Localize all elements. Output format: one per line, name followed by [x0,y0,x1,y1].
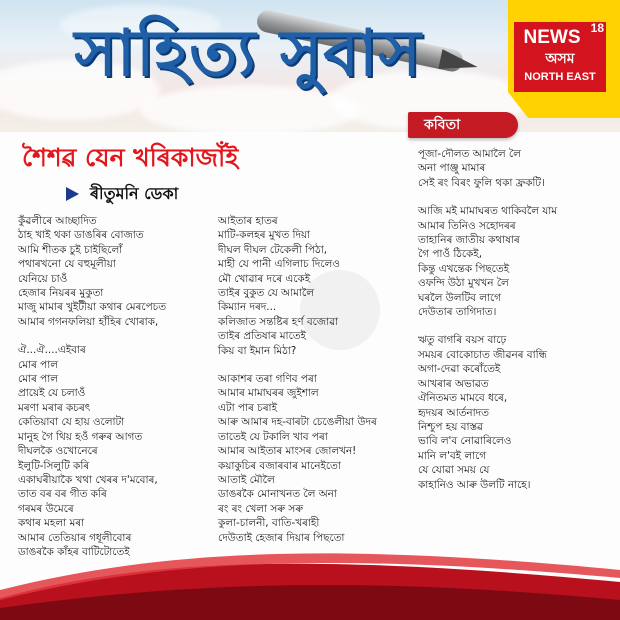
poem-line: অনা পাঞ্জু মামাৰ [418,162,486,175]
poem-line: আজি মই মামাঘৰত থাকিবলৈ যাম [418,205,558,218]
poem-line: দেউতাৰ তাগিদাত। [418,306,497,319]
decorative-swoosh [0,520,620,620]
stanza [218,372,408,545]
logo-number: 18 [590,21,604,35]
poem-line: তাইৰ প্ৰতিষাৰ মাতেই [218,330,306,343]
section-title: সাহিত্য সুবাস [74,17,422,91]
poem-line: ডাঙৰকৈ কাঁহৰ বাটিটোতেই [18,545,130,558]
stanza [18,214,208,329]
poem-line: মাহী যে পানী এগিলাচ দিলেও [218,258,340,271]
poem-line: একাঘৰীয়াকৈ খথা খেৰৰ দ'মবোৰ, [18,473,158,486]
poem-line: অগা-দেৱা কৰোঁতেই [418,363,501,376]
poem-line: তাতেই যে টকালি খাব পৰা [218,430,328,443]
logo-region: অসম [545,51,575,67]
poem-line: তাইৰ বুকুত যে আমালৈ [218,287,315,300]
poem-line: ঠাহ খাই থকা ডাঙৰিৰ বোজাত [18,229,144,242]
poem-line: যে যোৱা সময় যে [418,464,490,477]
poem-line: কিন্তু এখন্তেক পিছতেই [418,262,510,275]
poem-title: শৈশৱ যেন খৰিকাজাঁই [22,143,239,172]
poem-line: সেই ৰং বিৰং ফুলি থকা ফ্ৰকটি। [418,176,545,189]
poem-line: ইলুটি-সিলুটি কৰি [18,459,90,472]
poem-line: ঘৰলৈ উলটিব লাগে [418,291,501,304]
poem-line: আৰু আমাৰ দহ-বাৰটা চেঙেলীয়া উদৰ [218,416,377,429]
category-tag [408,112,518,138]
poem-line: আখৰাৰ অভাৱত [418,377,489,390]
poem-line: আমাৰ গগনফলিয়া হাঁহিৰ খোৰাক, [18,315,159,328]
poem-line: কিয় বা ইমান মিঠা? [218,344,297,357]
poem-line: ৰং ৰং খেলা সৰু সৰু [218,502,304,515]
poem-column-1 [18,214,208,559]
poem-line: কেতিয়াবা যে হায় ওলোটা [18,416,125,429]
poem-line: ঋতু বাগৰি বয়স বাঢ়ে [418,334,507,347]
poem-line: গৈ পাওঁ ঠিকেই, [418,248,483,261]
poem-column-3 [418,147,618,492]
arrow-right-icon [66,187,79,201]
poem-line: নিশ্চুপ হয় বাস্তৱ [418,420,484,433]
poem-line: আতাই মৌলৈ [218,473,275,486]
poem-line: দীঘল দীঘল টেকেলী পিঠা, [218,243,328,256]
poem-line: আমি শীতক চুই চাইছিলোঁ [18,243,123,256]
stanza [418,204,618,319]
poem-line: কলিজাত সন্তষ্টিৰ হৰ্ণ বজোৱা [218,315,339,328]
poem-line: ভাবি ল'ব নোৱাৰিলেও [418,435,512,448]
poem-line: কয়াকুচিৰ বজাৰবাৰ মানেইতো [218,459,341,472]
poem-line: তাত বৰ বৰ গীত কৰি [18,488,107,501]
poem-line: কথাৰ মহলা মৰা [18,517,85,530]
poem-line: আমাৰ আইতাৰ মাংসৰ জোলখন! [218,445,357,458]
poem-line: মোৰ পাল [18,358,58,371]
poem-line: কাহানিও আৰু উলটি নাহে। [418,478,531,491]
poem-line: দীঘলকৈ ওখোনেৰে [18,445,98,458]
poem-line: মৰণা মৰাৰ কচৰৎ [18,401,91,414]
poem-line: ওফন্দি উঠা মুখখন লৈ [418,277,509,290]
poem-line: আকাশৰ তৰা গণিব পৰা [218,373,317,386]
poem-line: কুঁৱলীৰে আচ্ছাদিত [18,215,97,227]
poem-line: মানি ল'বই লাগে [418,449,487,462]
poem-line: মাটি-কলহৰ মুখত দিয়া [218,229,311,242]
poem-line: প্ৰায়েই যে চলাওঁ [18,387,86,400]
poem-author: ৰীতুমনি ডেকা [90,184,179,203]
poem-line: মাজু মামাৰ খুইটীয়া কথাৰ মেৰপেচত [18,301,167,314]
news18-logo [514,22,606,92]
poem-line: গৰমৰ উমেৰে [18,502,74,515]
category-label: কবিতা [424,117,461,133]
stanza [418,147,618,190]
poem-line: মৌ খোৱাৰ দৰে একেই [218,272,311,285]
poem-line: যেনিয়ে চাওঁ [18,272,68,285]
poem-column-2 [218,214,408,545]
poem-line: হৃদয়ৰ আৰ্তনাদত [418,406,489,419]
poem-line: ঐ...ঐ....এইবাৰ [18,344,86,357]
poem-line: আইতাৰ হাতৰ [218,215,278,227]
poem-line: আমাৰ তেতিয়াৰ গধূলীবোৰ [18,531,132,544]
stanza [218,214,408,358]
poem-line: দেউতাই হেজাৰ দিয়াৰ পিছতো [218,531,345,544]
poem-line: পূজা-দৌলত আমালৈ লৈ [418,148,521,160]
stanza [418,333,618,491]
poem-line: সময়ৰ বোকোচাত জীৱনৰ বান্ধি [418,348,547,361]
poem-line: কুলা-চালনী, বাতি-খৰাহী [218,517,320,530]
logo-subregion: NORTH EAST [524,71,596,83]
poem-line: মোৰ পাল [18,373,58,386]
poem-line: হেজাৰ নিয়ৰৰ মুকুতা [18,287,104,300]
poem-line: ডাঙৰকৈ মোনাখনত লৈ অনা [218,488,337,501]
poem-line: তাহানিৰ জাতীয় কথাষাৰ [418,234,520,247]
logo-brand: NEWS [523,27,581,48]
poem-line: ঐনিতমত মামবে ধৰে, [418,392,508,405]
poem-line: আমাৰ তিনিও সহোদৰৰ [418,219,516,232]
poem-line: কিম্যান দৰদ... [218,301,277,314]
poem-line: এটা পাৰ চৰাই [218,401,277,414]
poem-line: পথাৰখনো যে বহুমূলীয়া [18,258,116,271]
poem-line: মানুহ গৈ থিয় হওঁ গৰুৰ আগত [18,430,143,443]
poem-line: আমাৰ মামাঘৰৰ জুইশাল [218,387,319,400]
